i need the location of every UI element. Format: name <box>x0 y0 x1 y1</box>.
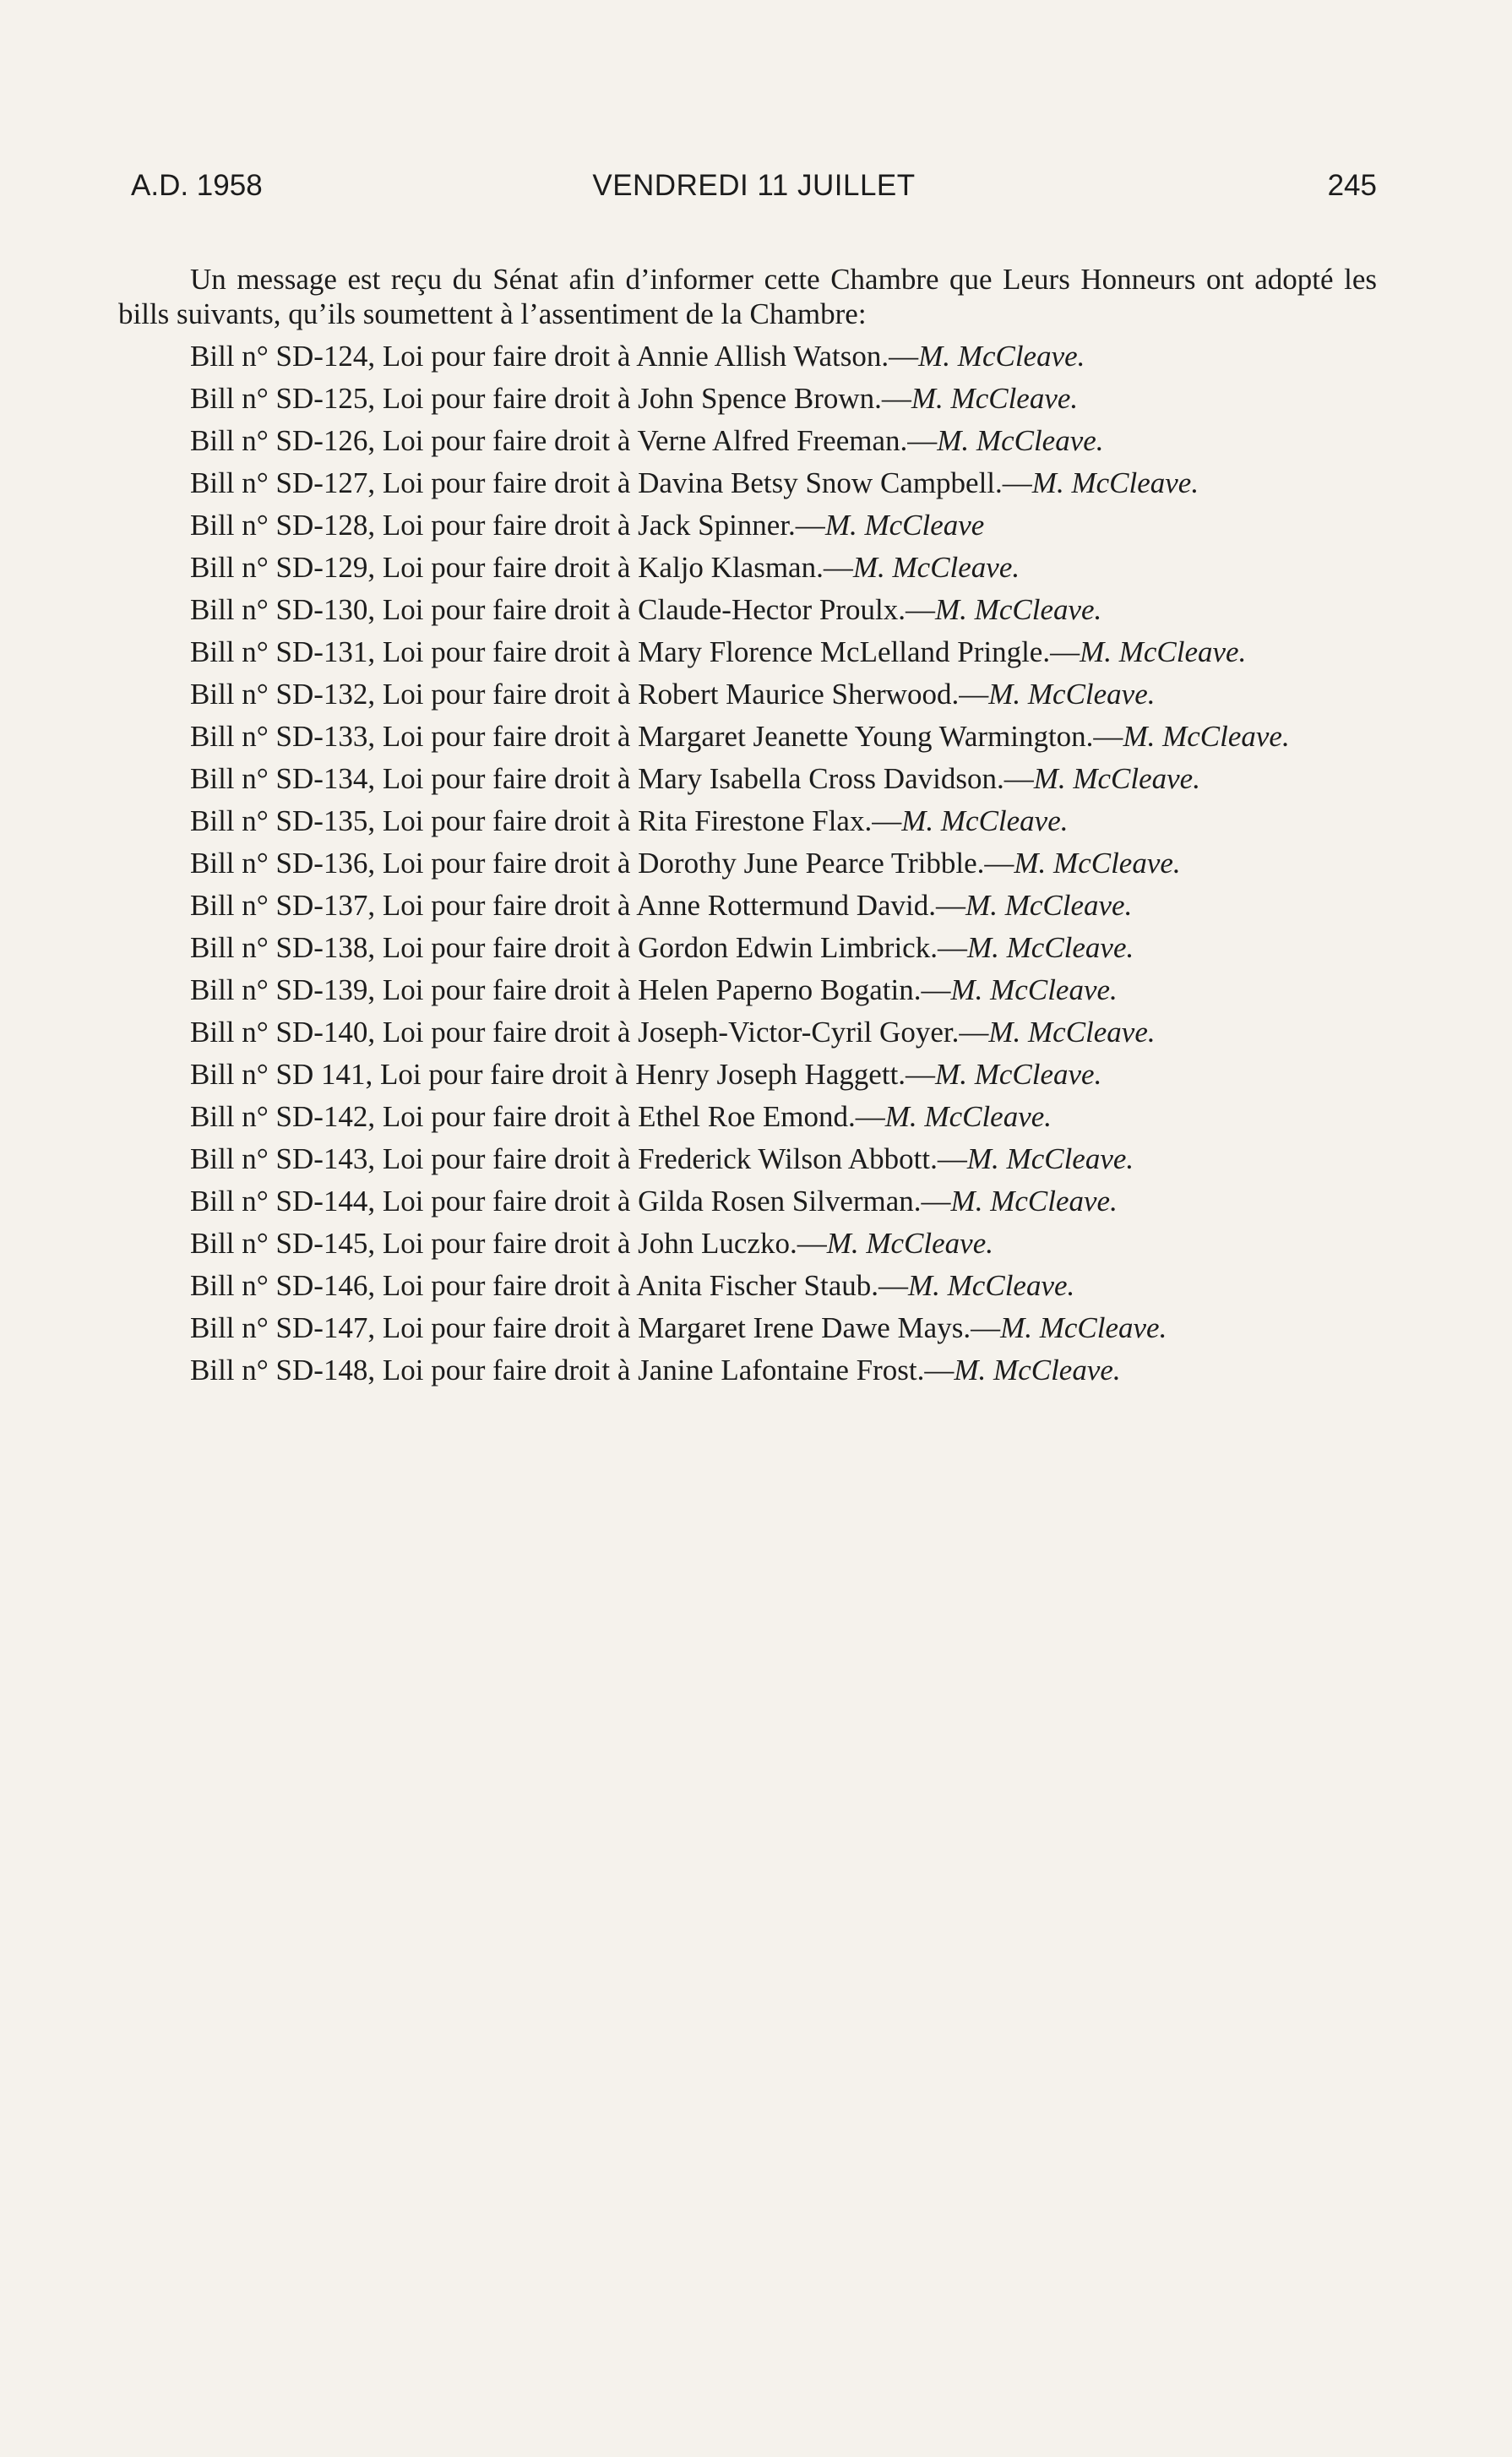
bill-mover: M. McCleave. <box>935 1058 1102 1091</box>
bill-text: Bill n° SD-132, Loi pour faire droit à Robert Maurice Sherwood.— <box>190 678 989 711</box>
bill-text: Bill n° SD-146, Loi pour faire droit à Anita Fischer Staub.— <box>190 1269 908 1302</box>
bill-mover: M. McCleave. <box>1123 720 1290 753</box>
bill-entry <box>118 1226 1377 1261</box>
bill-text: Bill n° SD-126, Loi pour faire droit à Verne Alfred Freeman.— <box>190 424 938 457</box>
bill-entry <box>118 423 1377 458</box>
bill-text: Bill n° SD-147, Loi pour faire droit à Margaret Irene Dawe Mays.— <box>190 1311 1001 1344</box>
bill-mover: M. McCleave. <box>1031 466 1199 499</box>
bill-mover: M. McCleave. <box>937 424 1104 457</box>
bill-entry <box>118 972 1377 1007</box>
page-body <box>118 262 1377 1395</box>
bill-text: Bill n° SD-148, Loi pour faire droit à Janine Lafontaine Frost.— <box>190 1354 955 1386</box>
bill-text: Bill n° SD-128, Loi pour faire droit à Jack Spinner.— <box>190 509 825 542</box>
bill-entry <box>118 592 1377 627</box>
bill-mover: M. McCleave. <box>988 678 1156 711</box>
bill-text: Bill n° SD-138, Loi pour faire droit à Gordon Edwin Limbrick.— <box>190 931 967 964</box>
page-number: 245 <box>1327 169 1377 202</box>
bill-mover: M. McCleave. <box>1033 762 1200 795</box>
bill-entry <box>118 804 1377 838</box>
page-header <box>131 169 1377 220</box>
bill-entry <box>118 1310 1377 1345</box>
bill-entry <box>118 339 1377 373</box>
bill-entry <box>118 761 1377 796</box>
bill-mover: M. McCleave. <box>1080 635 1247 668</box>
bill-entry <box>118 1057 1377 1092</box>
bill-entry <box>118 381 1377 416</box>
bill-text: Bill n° SD-124, Loi pour faire droit à Annie Allish Watson.— <box>190 340 919 373</box>
bill-entry <box>118 508 1377 542</box>
bill-text: Bill n° SD-142, Loi pour faire droit à Ethel Roe Emond.— <box>190 1100 885 1133</box>
bill-entry <box>118 1268 1377 1303</box>
bill-entry <box>118 888 1377 923</box>
bill-mover: M. McCleave. <box>1000 1311 1167 1344</box>
bill-text: Bill n° SD-130, Loi pour faire droit à Claude-Hector Proulx.— <box>190 593 936 626</box>
bill-mover: M. McCleave. <box>852 551 1020 584</box>
bill-mover: M. McCleave. <box>966 931 1134 964</box>
bill-text: Bill n° SD-136, Loi pour faire droit à Dorothy June Pearce Tribble.— <box>190 847 1014 880</box>
bill-entry <box>118 1099 1377 1134</box>
bill-mover: M. McCleave. <box>954 1354 1121 1386</box>
bill-text: Bill n° SD-134, Loi pour faire droit à Mary Isabella Cross Davidson.— <box>190 762 1034 795</box>
bill-text: Bill n° SD-129, Loi pour faire droit à Kaljo Klasman.— <box>190 551 853 584</box>
bill-entry <box>118 719 1377 754</box>
bill-text: Bill n° SD-143, Loi pour faire droit à Frederick Wilson Abbott.— <box>190 1142 967 1175</box>
bill-text: Bill n° SD-125, Loi pour faire droit à John Spence Brown.— <box>190 382 911 415</box>
bill-entry <box>118 466 1377 500</box>
bill-text: Bill n° SD-140, Loi pour faire droit à Joseph-Victor-Cyril Goyer.— <box>190 1016 989 1049</box>
bill-text: Bill n° SD-137, Loi pour faire droit à Anne Rottermund David.— <box>190 889 966 922</box>
bill-text: Bill n° SD-131, Loi pour faire droit à Mary Florence McLelland Pringle.— <box>190 635 1080 668</box>
intro-paragraph: Un message est reçu du Sénat afin d’informer cette Chambre que Leurs Honneurs ont adopté les bills suivants, qu’ils soumettent à l’assentiment de la Chambre: <box>118 263 1377 330</box>
bill-entry <box>118 1015 1377 1049</box>
bill-text: Bill n° SD-139, Loi pour faire droit à Helen Paperno Bogatin.— <box>190 973 951 1006</box>
bill-mover: M. McCleave. <box>901 804 1069 837</box>
bill-mover: M. McCleave. <box>884 1100 1052 1133</box>
bill-entry <box>118 635 1377 669</box>
bill-entry <box>118 677 1377 711</box>
bill-entry <box>118 846 1377 880</box>
bill-mover: M. McCleave <box>824 509 985 542</box>
bill-mover: M. McCleave. <box>966 1142 1134 1175</box>
header-date: VENDREDI 11 JUILLET <box>592 169 916 202</box>
bill-mover: M. McCleave. <box>965 889 1133 922</box>
bill-text: Bill n° SD-144, Loi pour faire droit à Gilda Rosen Silverman.— <box>190 1185 951 1218</box>
bill-mover: M. McCleave. <box>935 593 1102 626</box>
bill-mover: M. McCleave. <box>918 340 1085 373</box>
bill-mover: M. McCleave. <box>988 1016 1156 1049</box>
bill-entry <box>118 930 1377 965</box>
bill-mover: M. McCleave. <box>1014 847 1181 880</box>
bill-entry <box>118 1184 1377 1218</box>
bill-mover: M. McCleave. <box>826 1227 994 1260</box>
bill-mover: M. McCleave. <box>950 1185 1118 1218</box>
bill-entry <box>118 1353 1377 1387</box>
bill-list <box>118 339 1377 1387</box>
bill-entry <box>118 550 1377 585</box>
bill-text: Bill n° SD 141, Loi pour faire droit à Henry Joseph Haggett.— <box>190 1058 936 1091</box>
bill-mover: M. McCleave. <box>950 973 1118 1006</box>
bill-text: Bill n° SD-135, Loi pour faire droit à Rita Firestone Flax.— <box>190 804 902 837</box>
header-year: A.D. 1958 <box>131 169 263 202</box>
bill-entry <box>118 1141 1377 1176</box>
bill-text: Bill n° SD-133, Loi pour faire droit à Margaret Jeanette Young Warmington.— <box>190 720 1123 753</box>
bill-mover: M. McCleave. <box>908 1269 1075 1302</box>
bill-text: Bill n° SD-127, Loi pour faire droit à Davina Betsy Snow Campbell.— <box>190 466 1032 499</box>
bill-mover: M. McCleave. <box>911 382 1079 415</box>
bill-text: Bill n° SD-145, Loi pour faire droit à John Luczko.— <box>190 1227 827 1260</box>
